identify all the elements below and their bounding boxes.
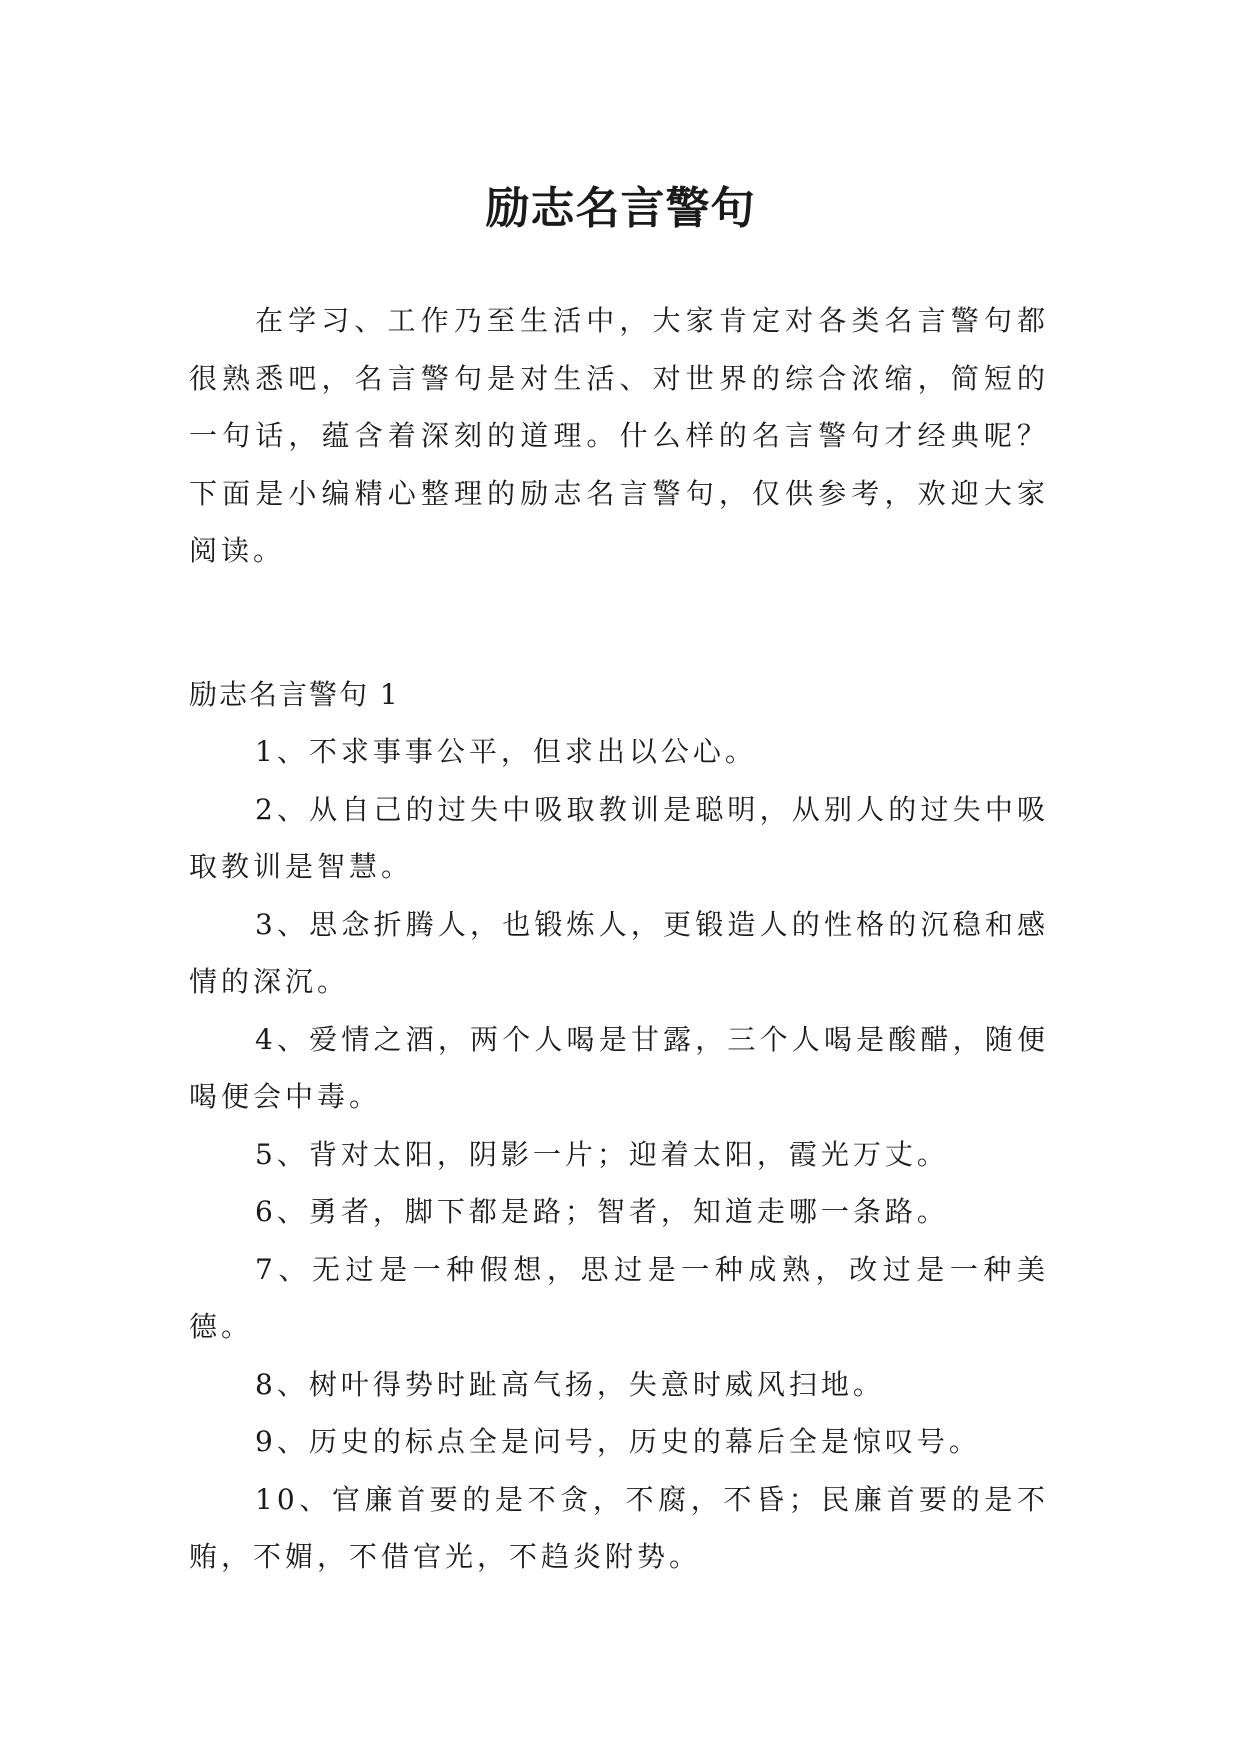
quote-item: 8、树叶得势时趾高气扬，失意时威风扫地。 bbox=[255, 1367, 885, 1401]
quote-item: 5、背对太阳，阴影一片；迎着太阳，霞光万丈。 bbox=[255, 1137, 949, 1171]
quote-item: 10、官廉首要的是不贪，不腐，不昏；民廉首要的是不贿，不媚，不借官光，不趋炎附势。 bbox=[189, 1482, 1049, 1573]
quote-item: 3、思念折腾人，也锻炼人，更锻造人的性格的沉稳和感情的深沉。 bbox=[189, 907, 1049, 998]
quote-item: 2、从自己的过失中吸取教训是聪明，从别人的过失中吸取教训是智慧。 bbox=[189, 792, 1049, 883]
quote-item: 6、勇者，脚下都是路；智者，知道走哪一条路。 bbox=[255, 1195, 949, 1228]
quote-item: 4、爱情之酒，两个人喝是甘露，三个人喝是酸醋，随便喝便会中毒。 bbox=[189, 1022, 1049, 1113]
document-title: 励志名言警句 bbox=[485, 183, 756, 235]
intro-paragraph: 在学习、工作乃至生活中，大家肯定对各类名言警句都很熟悉吧，名言警句是对生活、对世界的综合浓缩，简短的一句话，蕴含着深刻的道理。什么样的名言警句才经典呢？下面是小编精心整理的励志名言警句，仅供参考，欢迎大家阅读。 bbox=[189, 304, 1049, 567]
document-body bbox=[189, 292, 1049, 1586]
quote-item: 1、不求事事公平，但求出以公心。 bbox=[255, 735, 757, 768]
section-heading: 励志名言警句 1 bbox=[189, 677, 400, 711]
quote-item: 7、无过是一种假想，思过是一种成熟，改过是一种美德。 bbox=[189, 1252, 1049, 1343]
quote-item: 9、历史的标点全是问号，历史的幕后全是惊叹号。 bbox=[255, 1425, 981, 1458]
